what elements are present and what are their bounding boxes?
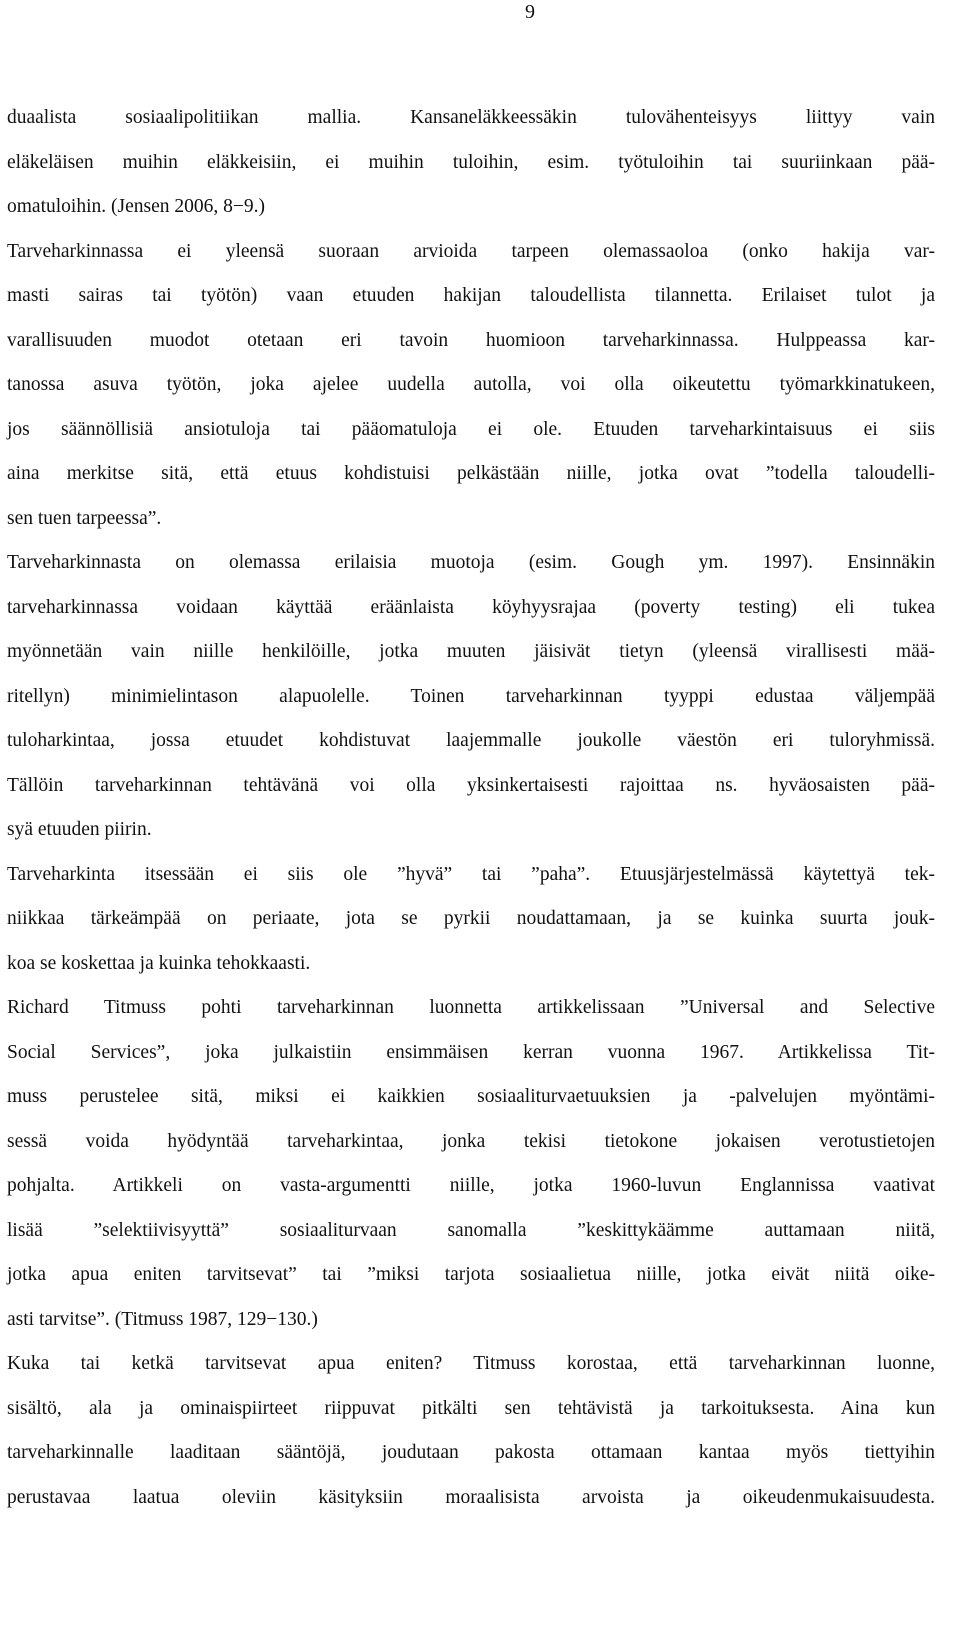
text-line: jotka apua eniten tarvitsevat” tai ”miksi tarjota sosiaalietua niille, jotka eivät niitä oike-	[7, 1264, 935, 1285]
text-line: muss perustelee sitä, miksi ei kaikkien sosiaaliturvaetuuksien ja -palvelujen myöntämi-	[7, 1086, 935, 1107]
text-line: Social Services”, joka julkaistiin ensimmäisen kerran vuonna 1967. Artikkelissa Tit-	[7, 1041, 935, 1063]
text-line: Tarveharkinnassa ei yleensä suoraan arvioida tarpeen olemassaoloa (onko hakija var-	[7, 240, 935, 262]
paragraph	[7, 986, 935, 1342]
paragraph	[7, 96, 935, 230]
text-line: asti tarvitse”. (Titmuss 1987, 129−130.)	[7, 1308, 318, 1330]
text-line: tarveharkinnassa voidaan käyttää eräänlaista köyhyysrajaa (poverty testing) eli tukea	[7, 596, 935, 618]
text-line: varallisuuden muodot otetaan eri tavoin huomioon tarveharkinnassa. Hulppeassa kar-	[7, 329, 935, 351]
text-line: Richard Titmuss pohti tarveharkinnan luonnetta artikkelissaan ”Universal and Selective	[7, 997, 935, 1018]
text-line: tuloharkintaa, jossa etuudet kohdistuvat laajemmalle joukolle väestön eri tuloryhmissä.	[7, 730, 935, 751]
paragraph	[7, 1342, 935, 1520]
text-line: sessä voida hyödyntää tarveharkintaa, jonka tekisi tietokone jokaisen verotustietojen	[7, 1130, 935, 1152]
text-line: Tarveharkinta itsessään ei siis ole ”hyvä” tai ”paha”. Etuusjärjestelmässä käytettyä tek-	[7, 863, 935, 885]
text-line: aina merkitse sitä, että etuus kohdistuisi pelkästään niille, jotka ovat ”todella taloudelli-	[7, 463, 935, 484]
text-line: pohjalta. Artikkeli on vasta-argumentti niille, jotka 1960-luvun Englannissa vaativat	[7, 1175, 935, 1196]
text-line: lisää ”selektiivisyyttä” sosiaaliturvaan sanomalla ”keskittykäämme auttamaan niitä,	[7, 1219, 935, 1241]
text-line: masti sairas tai työtön) vaan etuuden hakijan taloudellista tilannetta. Erilaiset tulot ja	[7, 285, 935, 306]
text-line: Tarveharkinnasta on olemassa erilaisia muotoja (esim. Gough ym. 1997). Ensinnäkin	[7, 552, 935, 573]
paragraph	[7, 230, 935, 542]
text-line: jos säännöllisiä ansiotuloja tai pääomatuloja ei ole. Etuuden tarveharkintaisuus ei siis	[7, 418, 935, 440]
text-line: sen tuen tarpeessa”.	[7, 507, 162, 529]
paragraph	[7, 853, 935, 987]
text-line: syä etuuden piirin.	[7, 819, 152, 840]
text-line: Kuka tai ketkä tarvitsevat apua eniten? Titmuss korostaa, että tarveharkinnan luonne,	[7, 1353, 935, 1374]
text-line: tarveharkinnalle laaditaan sääntöjä, joudutaan pakosta ottamaan kantaa myös tiettyihin	[7, 1442, 935, 1463]
text-line: niikkaa tärkeämpää on periaate, jota se pyrkii noudattamaan, ja se kuinka suurta jouk-	[7, 908, 935, 929]
text-line: eläkeläisen muihin eläkkeisiin, ei muihin tuloihin, esim. työtuloihin tai suuriinkaan pää-	[7, 151, 935, 173]
text-line: duaalista sosiaalipolitiikan mallia. Kansaneläkkeessäkin tulovähenteisyys liittyy vain	[7, 107, 935, 128]
text-line: koa se koskettaa ja kuinka tehokkaasti.	[7, 952, 311, 974]
text-line: myönnetään vain niille henkilöille, jotka muuten jäisivät tietyn (yleensä virallisesti mää-	[7, 641, 935, 662]
text-line: sisältö, ala ja ominaispiirteet riippuvat pitkälti sen tehtävistä ja tarkoituksesta. Aina kun	[7, 1397, 935, 1419]
text-line: ritellyn) minimielintason alapuolelle. Toinen tarveharkinnan tyyppi edustaa väljempää	[7, 685, 935, 707]
paragraph	[7, 541, 935, 853]
text-line: omatuloihin. (Jensen 2006, 8−9.)	[7, 196, 265, 217]
page-number: 9	[525, 1, 535, 23]
body-text	[7, 96, 935, 1520]
text-line: Tällöin tarveharkinnan tehtävänä voi olla yksinkertaisesti rajoittaa ns. hyväosaisten pää-	[7, 774, 935, 796]
text-line: tanossa asuva työtön, joka ajelee uudella autolla, voi olla oikeutettu työmarkkinatukeen,	[7, 374, 935, 395]
text-line: perustavaa laatua oleviin käsityksiin moraalisista arvoista ja oikeudenmukaisuudesta.	[7, 1486, 935, 1508]
